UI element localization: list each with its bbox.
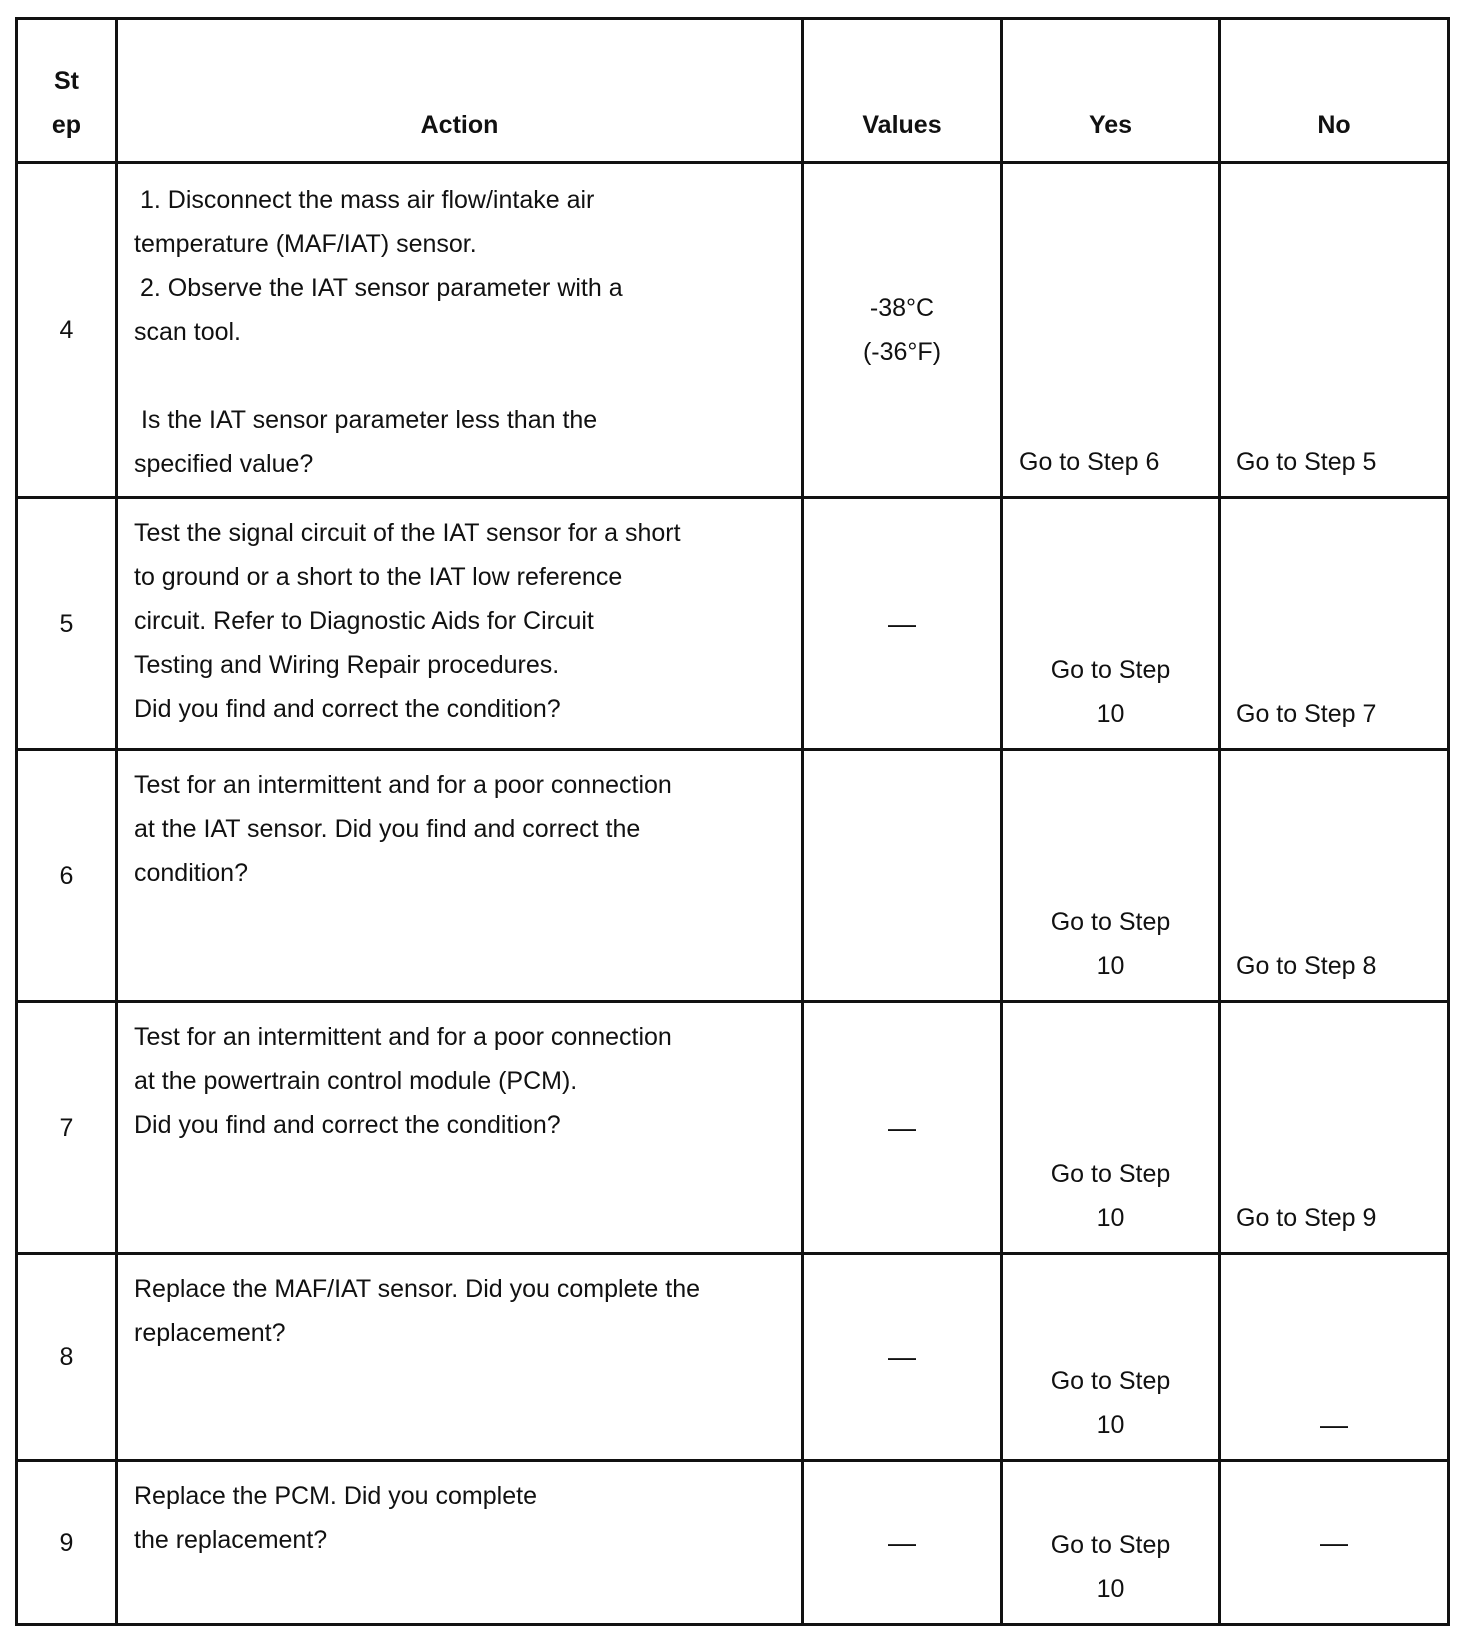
action-line: Test the signal circuit of the IAT sensor for a short: [134, 519, 681, 547]
yes-link-line1: Go to Step: [1050, 908, 1171, 936]
yes-link-line1: Go to Step: [1050, 656, 1171, 684]
table-row: [17, 1461, 1449, 1625]
action-line: Test for an intermittent and for a poor connection: [134, 1023, 672, 1051]
no-cell: [1220, 750, 1449, 1002]
values-cell: [803, 750, 1002, 1002]
action-line: temperature (MAF/IAT) sensor.: [134, 230, 477, 258]
action-cell: [117, 1002, 803, 1254]
action-line: scan tool.: [134, 318, 242, 346]
table-row: [17, 1002, 1449, 1254]
header-row: [17, 19, 1449, 163]
yes-link: Go to Step 6: [1019, 448, 1160, 476]
yes-link-line2: 10: [1096, 1575, 1125, 1603]
yes-link-line2: 10: [1096, 1411, 1125, 1439]
action-line: Replace the MAF/IAT sensor. Did you complete the: [134, 1275, 701, 1303]
action-cell: [117, 1461, 803, 1625]
action-line: at the IAT sensor. Did you find and correct the: [134, 815, 641, 843]
step-number: 9: [17, 1461, 117, 1625]
header-step: [17, 19, 117, 163]
yes-link-line2: 10: [1096, 1204, 1125, 1232]
table-row: [17, 1254, 1449, 1461]
action-line-blank: [134, 354, 785, 398]
action-line: Did you find and correct the condition?: [134, 695, 561, 723]
yes-link-line1: Go to Step: [1050, 1160, 1171, 1188]
no-dash: —: [1220, 1254, 1449, 1461]
values-dash: —: [803, 1254, 1002, 1461]
action-cell: [117, 1254, 803, 1461]
table-row: [17, 750, 1449, 1002]
no-dash: —: [1220, 1461, 1449, 1625]
yes-cell: [1002, 1002, 1220, 1254]
yes-link-line2: 10: [1096, 952, 1125, 980]
action-line: specified value?: [134, 450, 314, 478]
action-line: at the powertrain control module (PCM).: [134, 1067, 578, 1095]
step-number: 4: [17, 163, 117, 498]
no-cell: [1220, 163, 1449, 498]
action-line: replacement?: [134, 1319, 286, 1347]
diagnostic-table: [15, 17, 1450, 1626]
header-action: Action: [117, 19, 803, 163]
action-line: 2. Observe the IAT sensor parameter with a: [140, 274, 623, 302]
action-line: 1. Disconnect the mass air flow/intake air: [140, 186, 595, 214]
no-cell: [1220, 498, 1449, 750]
header-values: Values: [803, 19, 1002, 163]
yes-link-line1: Go to Step: [1050, 1367, 1171, 1395]
values-dash: —: [803, 1461, 1002, 1625]
header-no: No: [1220, 19, 1449, 163]
value-celsius: -38°C: [869, 294, 935, 322]
yes-cell: [1002, 498, 1220, 750]
step-number: 6: [17, 750, 117, 1002]
header-step-line2: ep: [51, 111, 82, 139]
action-line: Testing and Wiring Repair procedures.: [134, 651, 560, 679]
values-dash: —: [803, 1002, 1002, 1254]
header-yes: Yes: [1002, 19, 1220, 163]
action-line: to ground or a short to the IAT low reference: [134, 563, 623, 591]
action-line: Did you find and correct the condition?: [134, 1111, 561, 1139]
action-cell: [117, 163, 803, 498]
table-row: [17, 498, 1449, 750]
no-cell: [1220, 1002, 1449, 1254]
header-step-line1: St: [54, 67, 79, 95]
yes-cell: [1002, 1254, 1220, 1461]
action-line: the replacement?: [134, 1526, 328, 1554]
yes-cell: [1002, 1461, 1220, 1625]
value-fahrenheit: (-36°F): [862, 338, 942, 366]
step-number: 8: [17, 1254, 117, 1461]
action-line: condition?: [134, 859, 248, 887]
no-link: Go to Step 5: [1236, 448, 1377, 476]
action-line: Replace the PCM. Did you complete: [134, 1482, 537, 1510]
table-row: [17, 163, 1449, 498]
yes-link-line1: Go to Step: [1050, 1531, 1171, 1559]
no-link: Go to Step 9: [1236, 1204, 1377, 1232]
values-cell: [803, 163, 1002, 498]
no-link: Go to Step 8: [1236, 952, 1377, 980]
no-link: Go to Step 7: [1236, 700, 1377, 728]
action-line: circuit. Refer to Diagnostic Aids for Circuit: [134, 607, 594, 635]
step-number: 5: [17, 498, 117, 750]
yes-cell: [1002, 163, 1220, 498]
action-cell: [117, 498, 803, 750]
step-number: 7: [17, 1002, 117, 1254]
values-dash: —: [803, 498, 1002, 750]
yes-link-line2: 10: [1096, 700, 1125, 728]
action-line: Test for an intermittent and for a poor connection: [134, 771, 672, 799]
action-line: Is the IAT sensor parameter less than the: [134, 406, 598, 434]
yes-cell: [1002, 750, 1220, 1002]
action-cell: [117, 750, 803, 1002]
